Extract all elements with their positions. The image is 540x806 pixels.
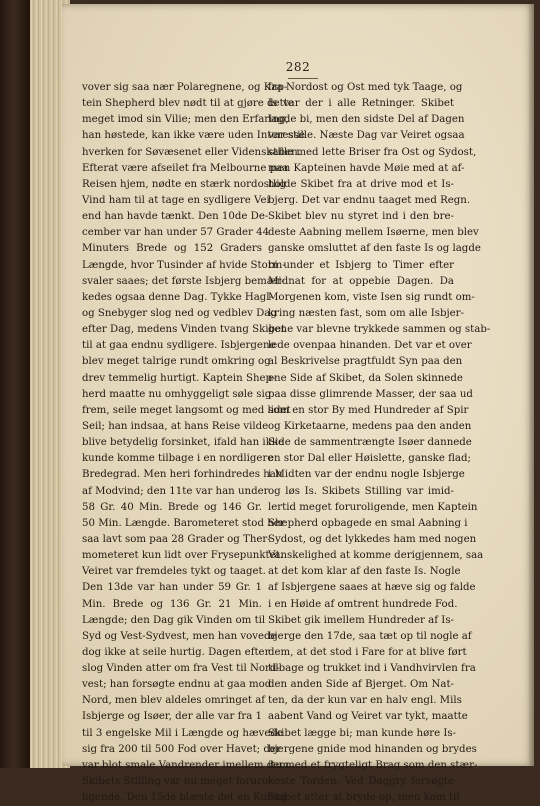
right-column-line: i Midten var der endnu nogle Isbjerge bbox=[268, 469, 465, 481]
left-column-line: Minuters Brede og 152 Graders bbox=[82, 243, 262, 255]
left-column-line: slog Vinden atter om fra Vest til Nord- bbox=[82, 663, 280, 675]
left-column-line: Vind ham til at tage en sydligere Vei bbox=[82, 194, 270, 206]
right-column-line: al Beskrivelse pragtfuldt Syn paa den bbox=[268, 356, 463, 368]
left-column-line: Seil; han indsaa, at hans Reise vilde bbox=[82, 420, 269, 432]
page-number: 282 bbox=[285, 60, 311, 74]
page-number-rule bbox=[288, 78, 318, 79]
left-column-line: drev temmelig hurtigt. Kaptein Shep- bbox=[82, 372, 276, 384]
left-text-column bbox=[82, 80, 305, 806]
left-column-line: kedes ogsaa denne Dag. Tykke Hagl- bbox=[82, 291, 274, 303]
left-column-line: Bredegrad. Men heri forhindredes han bbox=[82, 469, 283, 481]
right-column-line: aabent Vand og Veiret var tykt, maatte bbox=[268, 711, 468, 723]
right-column-line: Vanskelighed at komme derigjennem, saa bbox=[268, 550, 484, 562]
right-column-line: paa disse glimrende Masser, der saa ud bbox=[268, 388, 473, 400]
right-column-line: dem, at det stod i Fare for at blive ført bbox=[268, 646, 467, 658]
right-column-line: Skibet atter at bryde op, men kom til bbox=[268, 792, 460, 804]
right-column-line: itu med et frygteligt Brag som den stær- bbox=[268, 759, 478, 771]
right-column-line: i en Høide af omtrent hundrede Fod. bbox=[268, 598, 458, 610]
left-column-line: Længde; den Dag gik Vinden om til bbox=[82, 614, 266, 626]
left-column-line: til at gaa endnu sydligere. Isbjergene bbox=[82, 340, 276, 352]
right-column-line: som en stor By med Hundreder af Spir bbox=[268, 404, 469, 416]
left-column-line: vover sig saa nær Polaregnene, og Kap- bbox=[82, 82, 288, 93]
left-column-line: Efterat være afseilet fra Melbourne paa bbox=[82, 162, 289, 174]
right-column-line: tilbage og trukket ind i Vandhvirvlen fra bbox=[268, 663, 476, 675]
left-column-line: svaler saaes; det første Isbjerg bemær- bbox=[82, 275, 285, 287]
page-edge-shadow bbox=[528, 4, 534, 766]
right-column-line: Midnat for at oppebie Dagen. Da bbox=[268, 275, 454, 287]
left-column-line: Skibets Stilling var nu meget foruro- bbox=[82, 776, 272, 788]
right-column-line: ene Side af Skibet, da Solen skinnede bbox=[268, 372, 463, 384]
left-column-line: blive betydelig forsinket, ifald han ikke bbox=[82, 437, 285, 449]
right-column-line: stille med lette Briser fra Ost og Sydost, bbox=[268, 146, 477, 158]
left-column-line: og Snebyger slog ned og vedblev Dag bbox=[82, 307, 277, 319]
left-column-line: frem, seile meget langsomt og med lidet bbox=[82, 404, 291, 416]
right-column-line: den anden Side af Bjerget. Om Nat- bbox=[268, 679, 454, 691]
right-column-line: Is var der i alle Retninger. Skibet bbox=[268, 98, 454, 110]
right-column-line: lede ovenpaa hinanden. Det var et over bbox=[268, 340, 472, 352]
left-column-line: mometeret kun lidt over Frysepunktet. bbox=[82, 550, 283, 562]
right-column-line: og løs Is. Skibets Stilling var imid- bbox=[268, 485, 454, 497]
left-column-line: Reisen hjem, nødte en stærk nordostlig bbox=[82, 178, 287, 190]
right-column-line: men Kapteinen havde Møie med at af- bbox=[268, 162, 465, 174]
left-column-line: Isbjerge og Isøer, der alle var fra 1 bbox=[82, 711, 263, 723]
left-column-line: kunde komme tilbage i en nordligere bbox=[82, 453, 274, 465]
left-column-line: end han havde tænkt. Den 10de De- bbox=[82, 211, 269, 223]
right-column-line: ten, da der kun var en halv engl. Mils bbox=[268, 695, 462, 707]
left-column-line: Min. Brede og 136 Gr. 21 Min. bbox=[82, 598, 262, 610]
left-column-line: Veiret var fremdeles tykt og taaget. bbox=[82, 566, 266, 578]
right-column-line: holde Skibet fra at drive mod et Is- bbox=[268, 178, 454, 190]
left-column-line: var blot smale Vandrender imellem dem. bbox=[82, 759, 293, 771]
left-column-line: herd maatte nu omhyggeligt søle sig bbox=[82, 388, 272, 400]
right-column-line: Shepherd opbagede en smal Aabning i bbox=[268, 517, 468, 529]
right-column-line: deste Aabning mellem Isøerne, men blev bbox=[268, 227, 479, 239]
left-column-line: til 3 engelske Mil i Længde og hævede bbox=[82, 727, 283, 739]
left-column-line: meget imod sin Vilie; men den Erfaring, bbox=[82, 114, 289, 126]
right-column-line: Skibet blev nu styret ind i den bre- bbox=[268, 211, 454, 223]
right-column-line: lertid meget foruroligende, men Kaptein bbox=[268, 501, 478, 513]
right-column-line: Morgenen kom, viste Isen sig rundt om- bbox=[268, 291, 475, 303]
right-column-line: bjerg. Det var endnu taaget med Regn. bbox=[268, 194, 471, 206]
right-column-line: var stille. Næste Dag var Veiret ogsaa bbox=[268, 130, 465, 142]
left-column-line: Længde, hvor Tusinder af hvide Storm- bbox=[82, 259, 286, 271]
left-column-line: blev meget talrige rundt omkring og bbox=[82, 356, 271, 368]
right-text-column bbox=[268, 80, 491, 806]
left-column-line: cember var han under 57 Grader 44 bbox=[82, 227, 270, 239]
right-column-line: at det kom klar af den faste Is. Nogle bbox=[268, 566, 461, 578]
right-column-line: fra Nordost og Ost med tyk Taage, og bbox=[268, 82, 463, 93]
right-column-line: bi under et Isbjerg to Timer efter bbox=[268, 259, 454, 271]
book-binding bbox=[0, 0, 30, 768]
left-column-line: vest; han forsøgte endnu at gaa mod bbox=[82, 679, 272, 691]
right-column-line: lagde bi, men den sidste Del af Dagen bbox=[268, 114, 465, 126]
right-column-line: bjerge den 17de, saa tæt op til nogle af bbox=[268, 630, 472, 642]
right-column-line: ganske omsluttet af den faste Is og lagde bbox=[268, 243, 481, 255]
right-column-line: keste Torden. Ved Daggry forsøgte bbox=[268, 776, 454, 788]
left-column-line: Den 13de var han under 59 Gr. 1 bbox=[82, 582, 262, 594]
left-column-line: han høstede, kan ikke være uden Interesse bbox=[82, 130, 305, 142]
right-column-line: Skibet lægge bi; man kunde høre Is- bbox=[268, 727, 457, 739]
right-column-line: Side de sammentrængte Isøer dannede bbox=[268, 437, 472, 449]
right-column-line: Sydost, og det lykkedes ham med nogen bbox=[268, 533, 477, 545]
right-column-line: kring næsten fast, som om alle Isbjer- bbox=[268, 307, 464, 319]
left-column-line: efter Dag, medens Vinden tvang Skibet bbox=[82, 324, 286, 336]
left-column-line: 50 Min. Længde. Barometeret stod her bbox=[82, 517, 285, 529]
left-column-line: saa lavt som paa 28 Grader og Ther- bbox=[82, 533, 271, 545]
right-column-line: og Kirketaarne, medens paa den anden bbox=[268, 420, 472, 432]
left-column-line: 58 Gr. 40 Min. Brede og 146 Gr. bbox=[82, 501, 262, 513]
right-column-line: Skibet gik imellem Hundreder af Is- bbox=[268, 614, 454, 626]
left-column-line: dog ikke at seile hurtig. Dagen efter bbox=[82, 646, 270, 658]
right-column-line: bjergene gnide mod hinanden og brydes bbox=[268, 743, 477, 755]
left-column-line: sig fra 200 til 500 Fod over Havet; der bbox=[82, 743, 281, 755]
left-column-line: Syd og Vest-Sydvest, men han vovede bbox=[82, 630, 277, 642]
left-column-line: hverken for Søvæsenet eller Videnskaben. bbox=[82, 146, 301, 158]
left-column-line: Nord, men blev aldeles omringet af bbox=[82, 695, 266, 707]
left-column-line: ligende. Den 15de blæste det en Kuling bbox=[82, 792, 287, 804]
left-column-line: tein Shepherd blev nødt til at gjøre dette bbox=[82, 98, 294, 110]
left-column-line: af Modvind; den 11te var han under bbox=[82, 485, 269, 497]
right-column-line: gene var blevne trykkede sammen og stab- bbox=[268, 324, 491, 336]
right-column-line: en stor Dal eller Høislette, ganske flad; bbox=[268, 453, 471, 465]
right-column-line: af Isbjergene saaes at hæve sig og falde bbox=[268, 582, 476, 594]
